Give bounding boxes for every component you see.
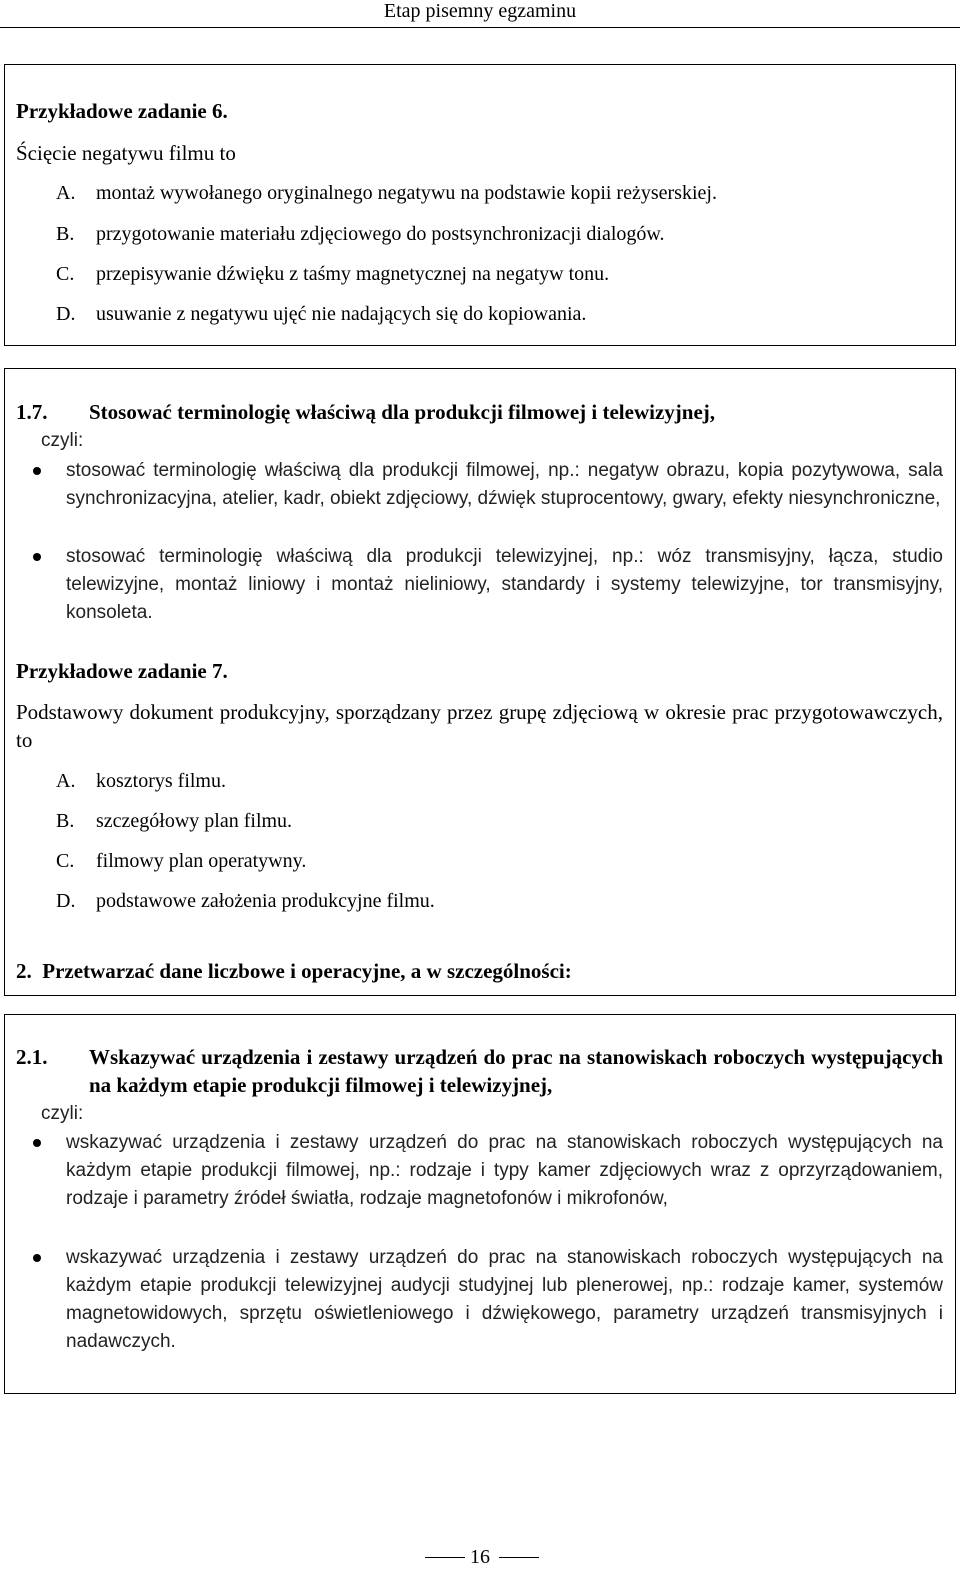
bullet-dot (33, 467, 41, 475)
option-text: przygotowanie materiału zdjęciowego do postsynchronizacji dialogów. (96, 223, 665, 245)
bullet-dot (33, 1139, 41, 1147)
task6-option-c (56, 260, 936, 288)
section17-title: Stosować terminologię właściwą dla produkcji filmowej i telewizyjnej, (89, 400, 716, 424)
task7-option-d (56, 887, 936, 915)
page-number: 16 (470, 1546, 490, 1568)
task7-option-b (56, 807, 936, 835)
section21-number: 2.1. (16, 1045, 48, 1069)
page-header-title: Etap pisemny egzaminu (383, 0, 577, 22)
task6-options (56, 179, 936, 329)
option-letter: B. (56, 223, 75, 245)
task6-label: Przykładowe zadanie 6. (16, 99, 228, 123)
option-text: usuwanie z negatywu ujęć nie nadających się do kopiowania. (96, 303, 587, 325)
section17-bullet-2: stosować terminologię właściwą dla produkcji telewizyjnej, np.: wóz transmisyjny, łącza, studio telewizyjne, montaż liniowy i montaż nieliniowy, standardy i systemy telewizyjne, tor transmisyjny, konsoleta. (66, 546, 943, 623)
option-letter: D. (56, 890, 76, 912)
bullet-dot (33, 553, 41, 561)
section17-czyli: czyli: (41, 430, 84, 451)
section17-number: 1.7. (16, 400, 48, 424)
task7-option-c (56, 847, 936, 875)
header-divider (0, 27, 960, 28)
task6-option-d (56, 300, 936, 328)
section21-bullet-2: wskazywać urządzenia i zestawy urządzeń do prac na stanowiskach roboczych występujących na każdym etapie produkcji telewizyjnej audycji studyjnej lub plenerowej, np.: rodzaje kamer, systemów magnetowidowych, sprzętu oświetleniowego i dźwiękowego, parametry urządzeń transmisyjnych i nadawczych. (66, 1247, 943, 1352)
option-text: kosztorys filmu. (96, 770, 226, 792)
footer-dash-left (425, 1557, 465, 1558)
option-text: przepisywanie dźwięku z taśmy magnetycznej na negatyw tonu. (96, 263, 610, 285)
option-letter: C. (56, 850, 75, 872)
option-text: filmowy plan operatywny. (96, 850, 307, 872)
bullet-dot (33, 1254, 41, 1262)
section17-box (4, 368, 956, 996)
task6-question: Ścięcie negatywu filmu to (16, 141, 236, 165)
footer-dash-right (499, 1557, 539, 1558)
option-letter: A. (56, 770, 76, 792)
task7-options (56, 767, 936, 917)
section21-box (4, 1014, 956, 1394)
section21-czyli: czyli: (41, 1103, 84, 1124)
section2-heading: 2. Przetwarzać dane liczbowe i operacyjne, a w szczególności: (16, 959, 572, 983)
option-letter: A. (56, 182, 76, 204)
task6-box (4, 64, 956, 346)
section21-bullet-1: wskazywać urządzenia i zestawy urządzeń do prac na stanowiskach roboczych występujących na każdym etapie produkcji filmowej, np.: rodzaje i typy kamer zdjęciowych wraz z oprzyrządowaniem, rodzaje i parametry źródeł światła, rodzaje magnetofonów i mikrofonów, (66, 1132, 943, 1209)
option-text: szczegółowy plan filmu. (96, 810, 293, 832)
task7-option-a (56, 767, 936, 795)
task6-option-a (56, 179, 936, 207)
task6-option-b (56, 220, 936, 248)
task7-label: Przykładowe zadanie 7. (16, 659, 228, 683)
option-letter: B. (56, 810, 75, 832)
option-letter: D. (56, 303, 76, 325)
section17-bullet-1: stosować terminologię właściwą dla produkcji filmowej, np.: negatyw obrazu, kopia pozytywowa, sala synchronizacyjna, atelier, kadr, obiekt zdjęciowy, dźwięk stuprocentowy, gwary, efekty niesynchroniczne, (66, 460, 943, 509)
option-text: montaż wywołanego oryginalnego negatywu na podstawie kopii reżyserskiej. (96, 182, 717, 204)
option-letter: C. (56, 263, 75, 285)
section21-title: Wskazywać urządzenia i zestawy urządzeń do prac na stanowiskach roboczych występujących na każdym etapie produkcji filmowej i telewizyjnej, (89, 1045, 943, 1097)
task7-question: Podstawowy dokument produkcyjny, sporządzany przez grupę zdjęciową w okresie prac przygotowawczych, to (16, 700, 943, 752)
option-text: podstawowe założenia produkcyjne filmu. (96, 890, 435, 912)
